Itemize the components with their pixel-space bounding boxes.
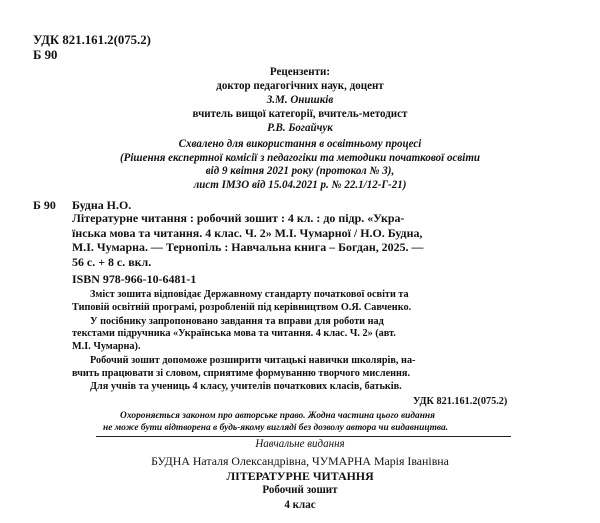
copyright-line-1: Охороняється законом про авторське право. Жодна частина цього видання — [120, 411, 435, 422]
annotation-p2-line-3: М.І. Чумарна). — [72, 341, 141, 353]
annotation-p1-line-1: Зміст зошита відповідає Державному стандарту початкової освіти та — [90, 289, 409, 301]
annotation-p3-line-2: вчить працювати зі словом, сприятиме формуванню творчого мислення. — [72, 367, 410, 379]
approval-line-2: (Рішення експертної комісії з педагогіки та методики початкової освіти — [119, 151, 481, 164]
udk-code-top: УДК 821.161.2(075.2) — [33, 33, 151, 47]
bib-author: Будна Н.О. — [72, 197, 132, 212]
reviewer-1-name: З.М. Онишків — [266, 93, 334, 106]
edition-authors: БУДНА Наталя Олександрівна, ЧУМАРНА Марія Іванівна — [151, 453, 449, 468]
bbk-code-top: Б 90 — [33, 48, 58, 63]
edition-grade: 4 клас — [284, 499, 316, 511]
reviewer-2-name: Р.В. Богайчук — [267, 121, 333, 134]
bib-code: Б 90 — [33, 197, 56, 212]
bib-line-1: Літературне читання : робочий зошит : 4 кл. : до підр. «Укра- — [72, 211, 405, 226]
approval-line-1: Схвалено для використання в освітньому процесі — [178, 137, 422, 150]
annotation-p2-line-2: текстами підручника «Українська мова та читання. 4 клас. Ч. 2» (авт. — [72, 328, 396, 340]
approval-line-4: лист ІМЗО від 15.04.2021 р. № 22.1/12-Г-21) — [193, 178, 407, 191]
reviewers-heading: Рецензенти: — [269, 66, 331, 79]
annotation-p3-line-1: Робочий зошит допоможе розширити читацькі навички школярів, на- — [90, 354, 416, 366]
edition-type: Навчальне видання — [255, 438, 345, 451]
annotation-p4-line-1: Для учнів та учениць 4 класу, учителів початкових класів, батьків. — [90, 381, 402, 393]
annotation-p1-line-2: Типовій освітній програмі, розробленій під керівництвом О.Я. Савченко. — [72, 301, 412, 313]
annotation-p2-line-1: У посібнику запропоновано завдання та вправи для роботи над — [90, 315, 384, 327]
edition-title: ЛІТЕРАТУРНЕ ЧИТАННЯ — [226, 469, 374, 484]
reviewer-1-title: доктор педагогічних наук, доцент — [216, 79, 384, 92]
isbn: ISBN 978-966-10-6481-1 — [72, 271, 197, 286]
bib-line-2: їнська мова та читання. 4 клас. Ч. 2» М.І. Чумарної / Н.О. Будна, — [72, 225, 423, 240]
bib-line-3: М.І. Чумарна. — Тернопіль : Навчальна книга – Богдан, 2025. — — [72, 240, 424, 255]
approval-line-3: від 9 квітня 2021 року (протокол № 3), — [205, 165, 395, 178]
udk-code-bottom: УДК 821.161.2(075.2) — [413, 395, 508, 407]
reviewer-2-title: вчитель вищої категорії, вчитель-методист — [192, 108, 408, 121]
edition-subtitle: Робочий зошит — [262, 484, 338, 497]
copyright-line-2: не може бути відтворена в будь-якому вигляді без дозволу автора чи видавництва. — [103, 423, 449, 434]
bib-line-4: 56 с. + 8 с. вкл. — [72, 254, 152, 269]
separator-rule — [96, 436, 511, 437]
